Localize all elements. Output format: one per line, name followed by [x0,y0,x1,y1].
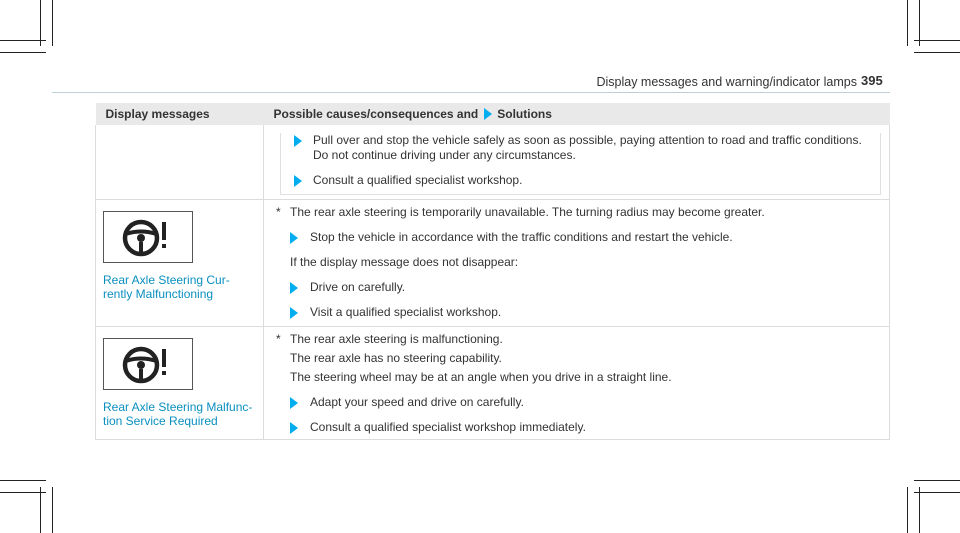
crop-mark [52,0,53,46]
action-step: Consult a qualified specialist workshop. [281,173,880,188]
action-step: Consult a qualified specialist workshop immediately. [264,420,889,435]
arrow-right-icon [484,108,492,120]
solution-cell [264,125,890,200]
crop-mark [0,40,46,41]
arrow-right-icon [290,397,298,409]
cause-text: * The rear axle steering is temporarily unavailable. The turning radius may become greater. [276,205,765,219]
crop-mark [919,487,920,533]
arrow-right-icon [290,282,298,294]
section-title: Display messages and warning/indicator lamps [596,75,857,89]
cause-text: The steering wheel may be at an angle when you drive in a straight line. [290,370,672,384]
table-row [96,125,890,200]
crop-mark [914,52,960,53]
action-step: Drive on carefully. [264,280,889,295]
crop-mark [0,480,46,481]
message-cell [96,125,264,200]
steering-wheel-warning-icon [103,338,193,390]
crop-mark [0,52,46,53]
action-step: Adapt your speed and drive on carefully. [264,395,889,410]
continued-steps-box [280,133,881,195]
display-messages-table [95,103,890,440]
header-divider [52,92,890,93]
crop-mark [907,487,908,533]
cause-text: * The rear axle steering is malfunctioning. [276,332,503,346]
solution-cell [264,200,890,327]
arrow-right-icon [290,307,298,319]
crop-mark [914,492,960,493]
table-row [96,327,890,440]
page-number: 395 [861,73,883,88]
crop-mark [40,487,41,533]
action-step: Pull over and stop the vehicle safely as soon as possible, paying attention to road and traffic conditions. Do not continue driving under any circumstances. [281,133,880,163]
crop-mark [914,40,960,41]
action-step: Stop the vehicle in accordance with the traffic conditions and restart the vehicle. [264,230,889,245]
table-header-row [96,103,890,125]
crop-mark [0,492,46,493]
message-label: Rear Axle Steering Cur- rently Malfunctioning [103,273,230,301]
crop-mark [914,480,960,481]
arrow-right-icon [290,232,298,244]
crop-mark [907,0,908,46]
solution-cell [264,327,890,440]
cause-text: The rear axle has no steering capability. [290,351,502,365]
arrow-right-icon [290,422,298,434]
steering-wheel-warning-icon [103,211,193,263]
table-row [96,200,890,327]
crop-mark [52,487,53,533]
note-text: If the display message does not disappear: [290,255,519,269]
message-label: Rear Axle Steering Malfunc- tion Service Required [103,400,253,428]
arrow-right-icon [294,135,302,147]
message-cell [96,327,264,440]
col-header-causes-solutions: Possible causes/consequences and Solutions [264,103,890,125]
arrow-right-icon [294,175,302,187]
action-step: Visit a qualified specialist workshop. [264,305,889,320]
col-header-display-messages: Display messages [96,103,264,125]
message-cell [96,200,264,327]
